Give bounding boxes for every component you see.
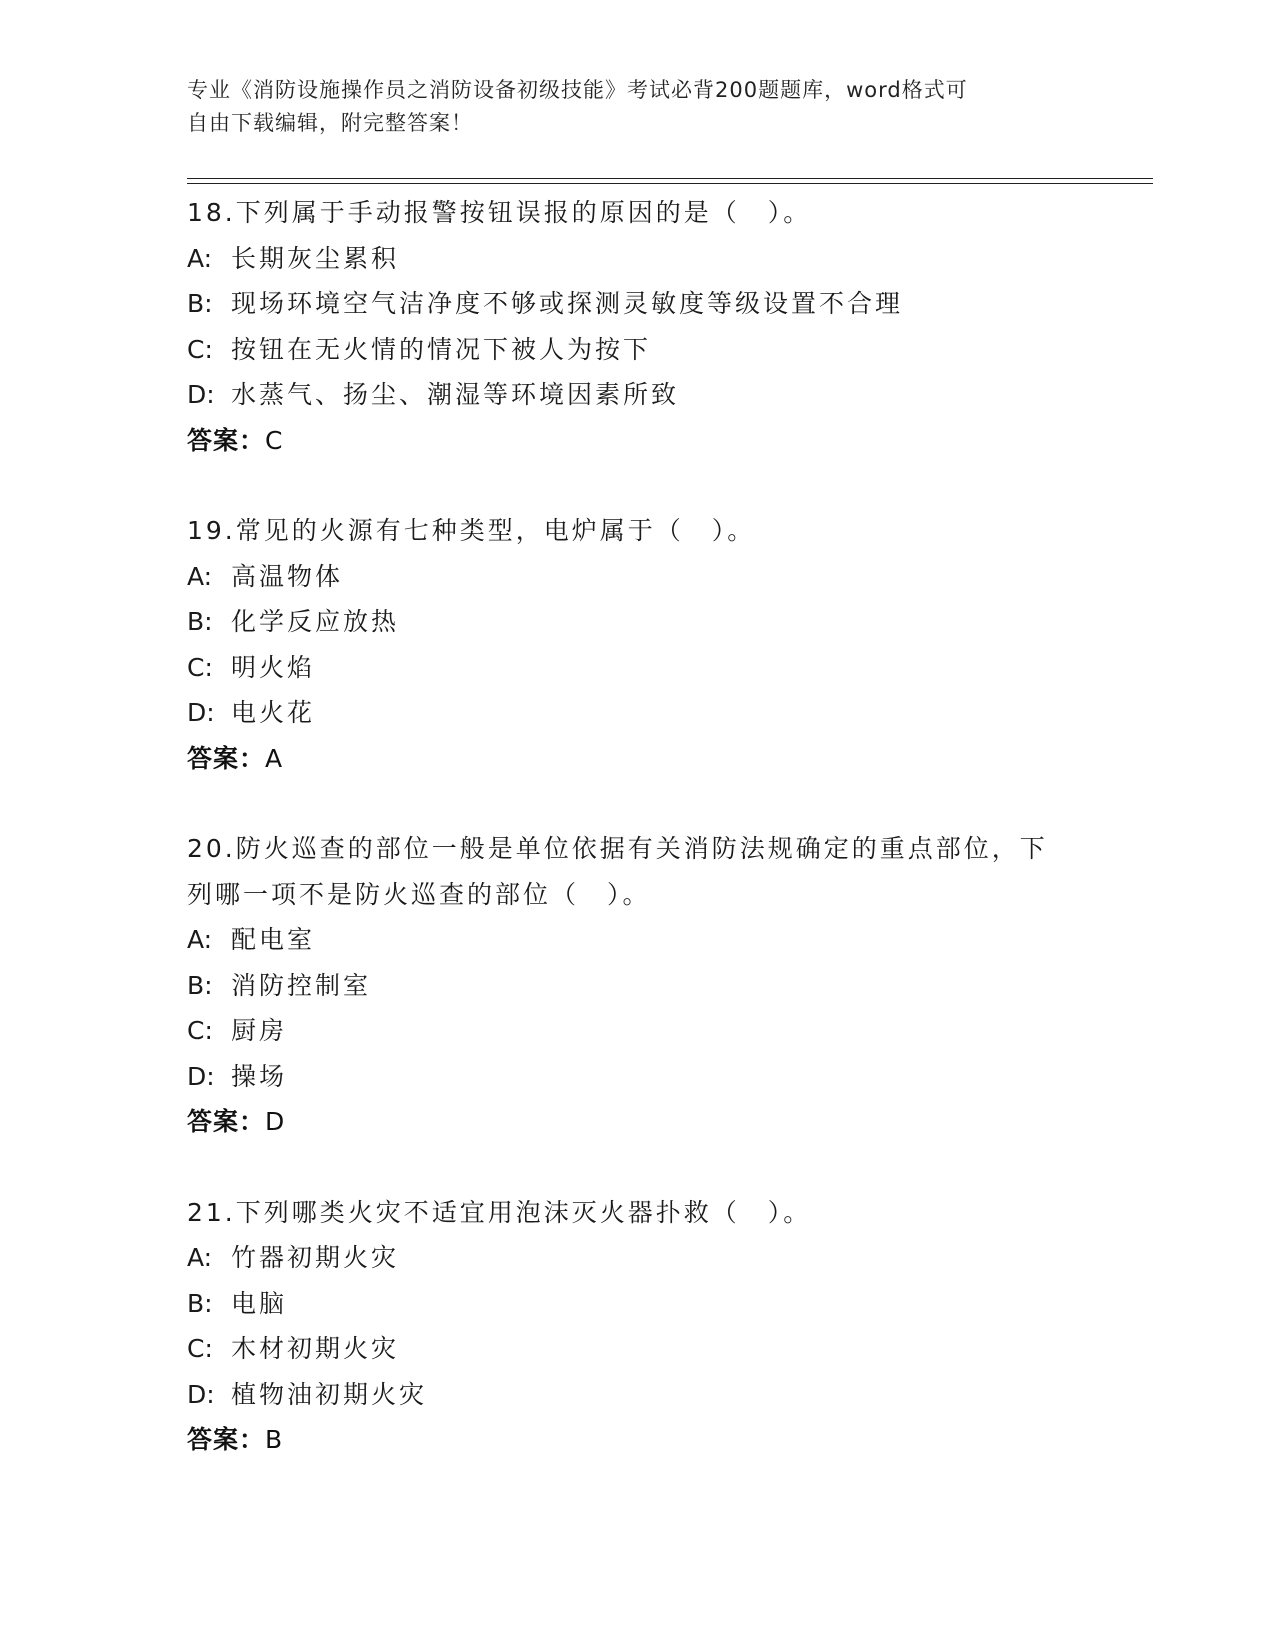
option-text: 电脑 [231, 1288, 288, 1318]
option-text: 化学反应放热 [231, 607, 400, 636]
option-text: 厨房 [231, 1016, 288, 1045]
option-a [187, 236, 1087, 282]
answer-label: 答案： [187, 743, 266, 773]
option-text: 植物油初期火灾 [231, 1379, 428, 1409]
option-c [187, 1008, 1087, 1054]
option-text: 长期灰尘累积 [231, 243, 400, 273]
option-letter: D: [187, 380, 215, 409]
option-c [187, 1326, 1087, 1372]
answer-value: C [265, 425, 283, 455]
answer-label: 答案： [187, 1107, 266, 1136]
option-letter: A: [187, 243, 213, 273]
option-text: 配电室 [231, 925, 316, 954]
question-19 [187, 508, 1087, 781]
option-letter: C: [187, 334, 213, 364]
option-letter: B: [187, 1288, 213, 1318]
option-b [187, 281, 1087, 327]
answer-value: A [265, 743, 283, 773]
answer-label: 答案： [187, 1425, 266, 1454]
question-stem-line-1: 20.防火巡查的部位一般是单位依据有关消防法规确定的重点部位，下 [187, 834, 1048, 863]
answer-value: D [265, 1107, 285, 1136]
option-text: 消防控制室 [231, 970, 372, 1000]
option-letter: A: [187, 925, 213, 954]
option-c [187, 645, 1087, 691]
option-letter: D: [187, 1379, 215, 1409]
question-18 [187, 190, 1087, 463]
option-d [187, 1372, 1087, 1418]
question-stem: 21.下列哪类火灾不适宜用泡沫灭火器扑救（ ）。 [187, 1197, 812, 1227]
option-letter: C: [187, 1334, 213, 1363]
header-divider-top [187, 178, 1153, 179]
question-stem: 19.常见的火源有七种类型，电炉属于（ ）。 [187, 516, 756, 545]
option-text: 明火焰 [231, 652, 316, 682]
option-text: 木材初期火灾 [231, 1334, 400, 1363]
question-21 [187, 1190, 1087, 1463]
option-letter: A: [187, 561, 213, 591]
option-text: 竹器初期火灾 [231, 1243, 400, 1272]
header-line-2: 自由下载编辑，附完整答案！ [187, 111, 473, 135]
option-letter: D: [187, 698, 215, 727]
option-c [187, 327, 1087, 373]
option-text: 按钮在无火情的情况下被人为按下 [231, 334, 652, 364]
option-d [187, 1054, 1087, 1100]
option-a [187, 554, 1087, 600]
option-d [187, 372, 1087, 418]
header-line-1: 专业《消防设施操作员之消防设备初级技能》考试必背200题题库，word格式可 [187, 78, 968, 102]
option-letter: B: [187, 289, 213, 318]
answer-line [187, 418, 1087, 464]
option-letter: D: [187, 1061, 215, 1091]
question-20 [187, 826, 1087, 1145]
header-divider-bottom [187, 183, 1153, 184]
option-a [187, 917, 1087, 963]
option-a [187, 1235, 1087, 1281]
option-letter: B: [187, 607, 213, 636]
option-text: 操场 [231, 1061, 288, 1091]
question-stem: 18.下列属于手动报警按钮误报的原因的是（ ）。 [187, 198, 812, 227]
answer-line [187, 1417, 1087, 1463]
option-b [187, 599, 1087, 645]
option-text: 现场环境空气洁净度不够或探测灵敏度等级设置不合理 [231, 289, 904, 318]
answer-line [187, 736, 1087, 782]
answer-label: 答案： [187, 425, 266, 455]
option-b [187, 1281, 1087, 1327]
question-list [187, 190, 1087, 1508]
option-text: 高温物体 [231, 561, 344, 591]
document-header [187, 74, 1087, 140]
option-letter: C: [187, 1016, 213, 1045]
option-letter: A: [187, 1243, 213, 1272]
answer-line [187, 1099, 1087, 1145]
option-b [187, 963, 1087, 1009]
option-d [187, 690, 1087, 736]
option-text: 电火花 [231, 698, 316, 727]
option-letter: B: [187, 970, 213, 1000]
answer-value: B [265, 1425, 283, 1454]
question-stem-line-2: 列哪一项不是防火巡查的部位（ ）。 [187, 879, 651, 909]
option-text: 水蒸气、扬尘、潮湿等环境因素所致 [231, 380, 680, 409]
option-letter: C: [187, 652, 213, 682]
